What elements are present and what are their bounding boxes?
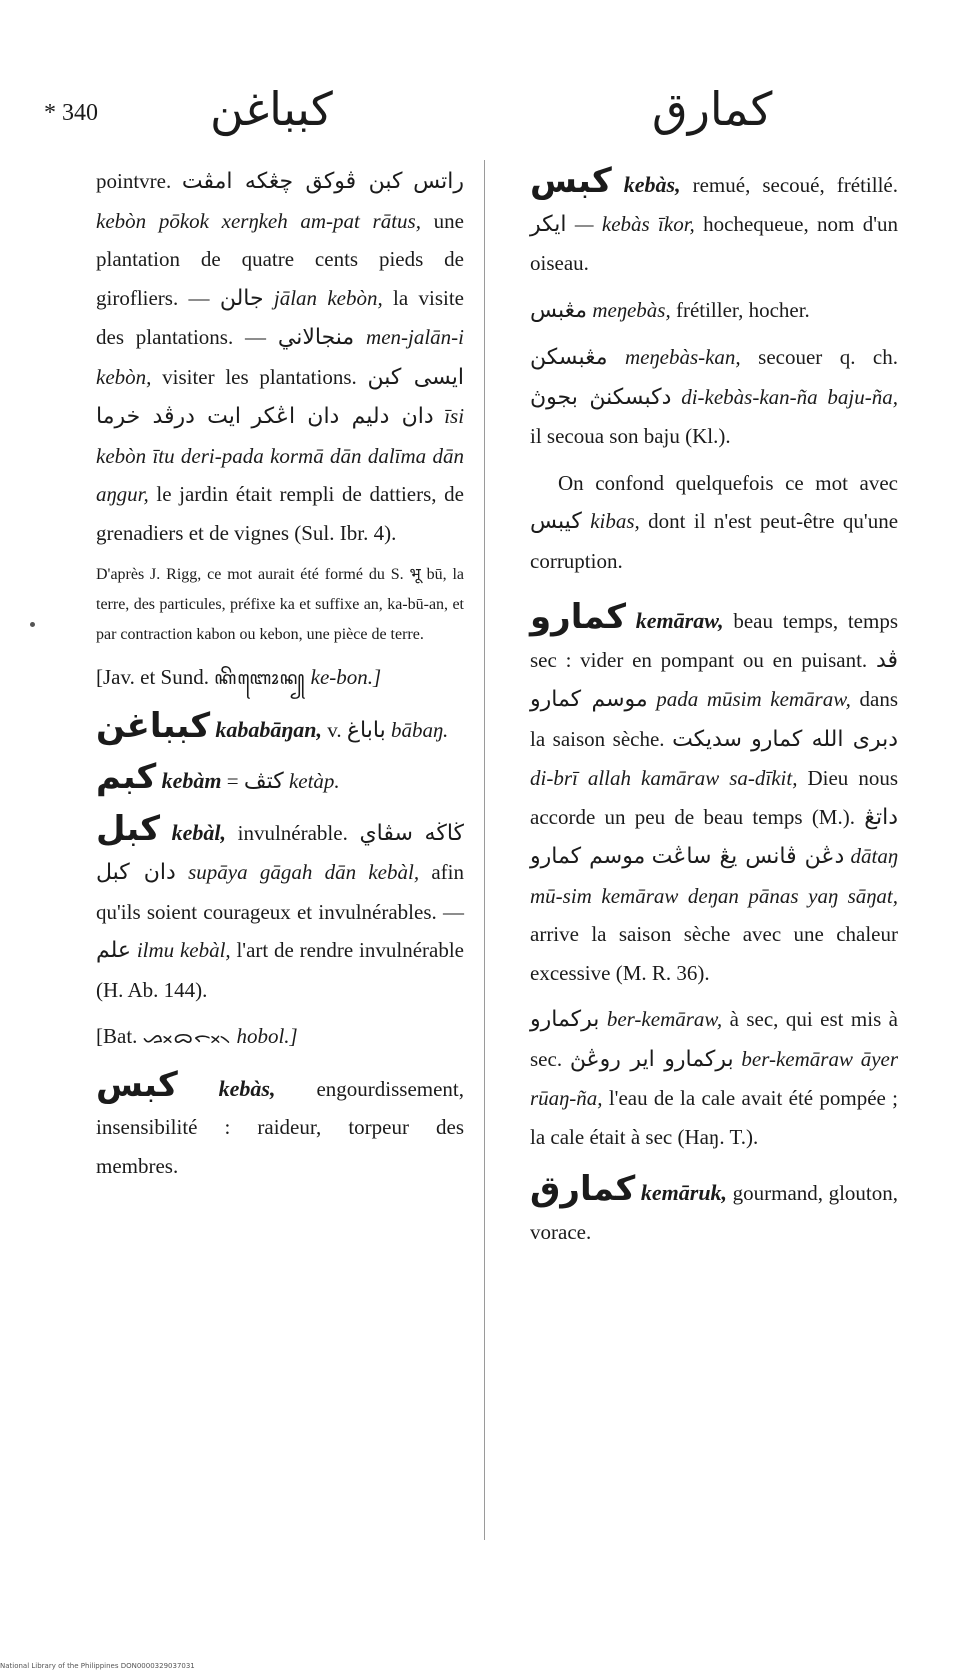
javanese-note: [Jav. et Sund. ꦏꦼꦧꦺꦴꦤ꧀ ke-bon.] xyxy=(96,665,382,689)
entry-berkemaraw: بركمارو ber-kemāraw, à sec, qui est mis à sec. بركمارو اير روڠڽ ber-kemāraw āyer rūaŋ-ña, l'eau de la cale avait été pompée ; la cale était à sec (Haŋ. T.). xyxy=(530,1007,899,1149)
entry-mengebas: مڠبس meŋebàs, frétiller, hocher. xyxy=(530,297,810,323)
column-divider xyxy=(484,160,485,1540)
margin-dot xyxy=(30,622,35,627)
page-header xyxy=(0,82,963,152)
page-number: * 340 xyxy=(44,100,98,126)
entry-kebam: كبم kebàm = كتڤ ketàp. xyxy=(96,757,340,797)
entry-mengebaskan: مڠبسكن meŋebàs-kan, secouer q. ch. دكبسكنڽ بجوڽ di-kebàs-kan-ña baju-ña, il secoua son baju (Kl.). xyxy=(530,345,898,448)
entry-kemaraw: كمارو kemāraw, beau temps, temps sec : vider en pompant ou en puisant. ڤد موسم كمارو pada mūsim kemāraw, dans la saison sèche. دبرى الله كمارو سديكت di-brī allah kamāraw sa-dīkit, Dieu nous accorde un peu de beau temps (M.). داتڠ موسم كمارو دڠن ڤانس يڠ ساڠت dātaŋ mū-sim kemāraw deŋan pānas yaŋ sāŋat, arrive la saison sèche avec une chaleur excessive (M. R. 36). xyxy=(530,597,899,985)
batak-note: [Bat. ᯀᯬᯅᯬᯞ᯲ hobol.] xyxy=(96,1024,298,1048)
entry-kebas-numbness: كبس kebàs, engourdissement, insensibilité : raideur, torpeur des membres. xyxy=(96,1064,465,1178)
right-column xyxy=(530,162,898,1259)
entry-kemaruk: كمارق kemāruk, gourmand, glouton, vorace. xyxy=(530,1169,898,1244)
entry-kebal: كبل kebàl, invulnérable. سڤاي ڬاڬه دان كبل supāya gāgah dān kebàl, afin qu'ils soient courageux et invulnérables. — علم ilmu kebàl, l'art de rendre invulnérable (H. Ab. 144). xyxy=(96,808,465,1002)
running-head-right: كمارق xyxy=(652,82,773,136)
entry-kababangan: كبباغن kababāŋan, v. باباغ bābaŋ. xyxy=(96,705,449,746)
running-head-left: كبباغن xyxy=(210,82,333,136)
entry-kebas-shaken: كبس kebàs, remué, secoué, frétillé. ايكر — kebàs īkor, hochequeue, nom d'un oiseau. xyxy=(530,161,898,275)
confusion-note: On confond quelquefois ce mot avec كيبس kibas, dont il n'est peut-être qu'une corruption. xyxy=(530,470,899,573)
entry-kebon-continued: pointvre. كبن ڤوكق چڠكه امڤت راتس kebòn pōkok xerŋkeh am-pat rātus, une plantation de quatre cents pieds de girofliers. — جالن jālan kebòn, la visite des plantations. — منجالاني men-jalān-i kebòn, visiter les plantations. ايسى كبن ايت درڤد خرما دان دليم دان اڠكر īsi kebòn ītu deri-pada kormā dān dalīma dān aŋgur, le jardin était rempli de dattiers, de grenadiers et de vignes (Sul. Ibr. 4). xyxy=(96,169,465,545)
scan-credit: National Library of the Philippines DON0000329037031 xyxy=(0,1662,195,1670)
etymology-note: D'après J. Rigg, ce mot aurait été formé du S. भू bū, la terre, des particules, préfixe ka et suffixe an, ka-bū-an, et par contraction kabon ou kebon, une pièce de terre. xyxy=(96,566,464,643)
left-column xyxy=(96,162,464,1193)
